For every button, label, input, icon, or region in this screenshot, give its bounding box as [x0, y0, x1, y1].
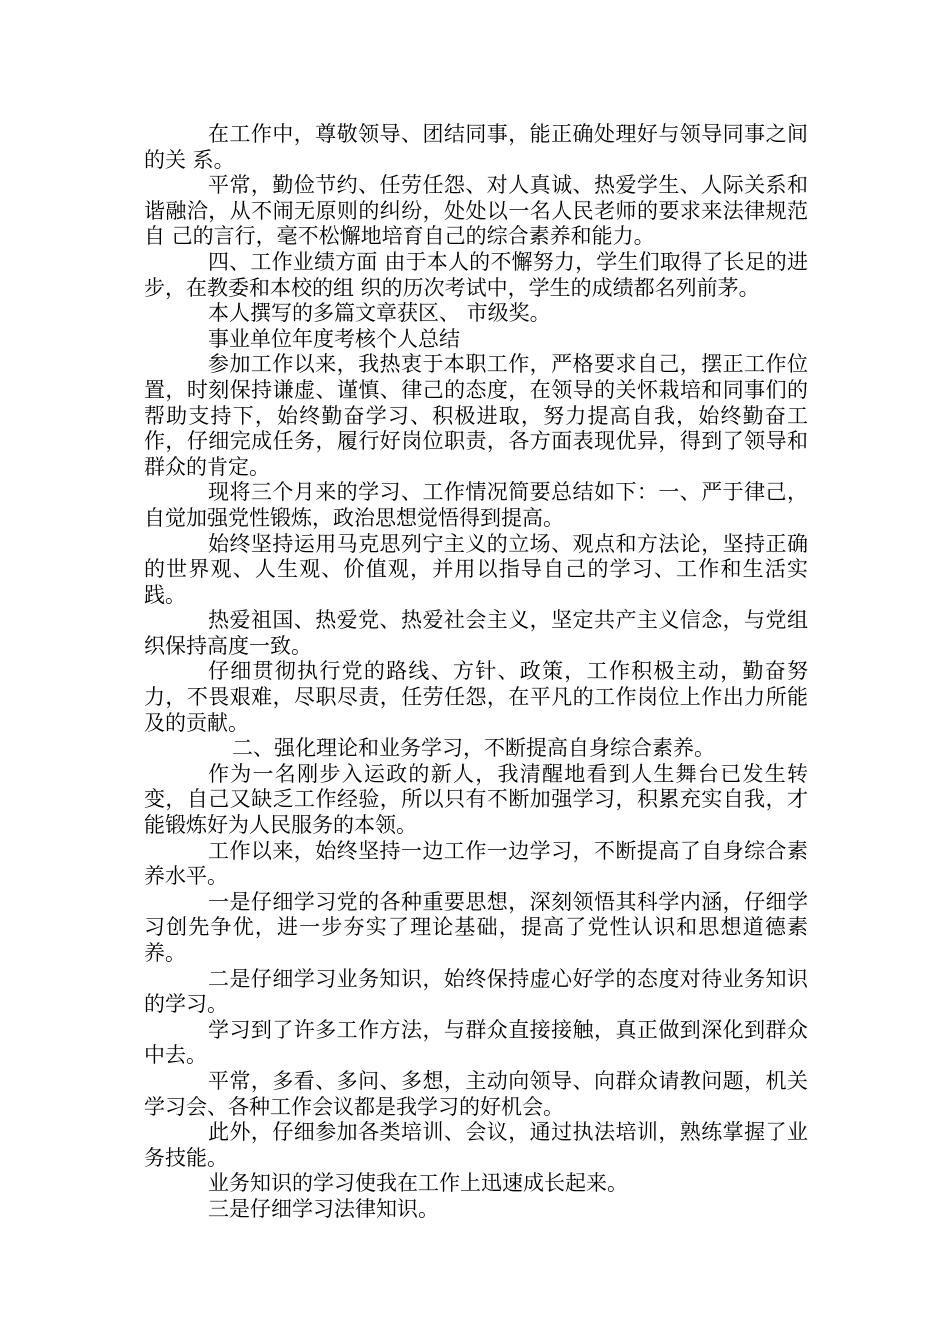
paragraph: 四、工作业绩方面 由于本人的不懈努力，学生们取得了长足的进步，在教委和本校的组 织的历次考试中，学生的成绩都名列前茅。: [144, 249, 808, 300]
paragraph: 作为一名刚步入运政的新人，我清醒地看到人生舞台已发生转变，自己又缺乏工作经验，所以只有不断加强学习，积累充实自我，才能锻炼好为人民服务的本领。: [144, 761, 808, 838]
paragraph: 仔细贯彻执行党的路线、方针、政策，工作积极主动，勤奋努力，不畏艰难，尽职尽责，任劳任怨，在平凡的工作岗位上作出力所能及的贡献。: [144, 659, 808, 735]
paragraph: 业务知识的学习使我在工作上迅速成长起来。: [208, 1171, 628, 1196]
document-body: [144, 122, 808, 1223]
paragraph: 热爱祖国、热爱党、热爱社会主义，坚定共产主义信念，与党组织保持高度一致。: [144, 608, 808, 658]
paragraph: 学习到了许多工作方法，与群众直接接触，真正做到深化到群众中去。: [144, 1017, 808, 1068]
paragraph: 在工作中，尊敬领导、团结同事，能正确处理好与领导同事之间的关 系。: [144, 122, 808, 172]
paragraph: 二是仔细学习业务知识，始终保持虚心好学的态度对待业务知识的学习。: [144, 966, 808, 1017]
paragraph: 平常，多看、多问、多想，主动向领导、向群众请教问题，机关学习会、各种工作会议都是我学习的好机会。: [144, 1068, 808, 1119]
paragraph: 此外，仔细参加各类培训、会议，通过执法培训，熟练掌握了业务技能。: [144, 1120, 808, 1170]
paragraph: 参加工作以来，我热衷于本职工作，严格要求自己，摆正工作位置，时刻保持谦虚、谨慎、律己的态度，在领导的关怀栽培和同事们的帮助支持下，始终勤奋学习、积极进取，努力提高自我，始终勤奋工作，仔细完成任务，履行好岗位职责，各方面表现优异，得到了领导和群众的肯定。: [144, 352, 808, 479]
paragraph: 现将三个月来的学习、工作情况简要总结如下：一、严于律己，自觉加强党性锻炼，政治思想觉悟得到提高。: [144, 480, 808, 530]
paragraph: 平常，勤俭节约、任劳任怨、对人真诚、热爱学生、人际关系和 谐融洽，从不闹无原则的纠纷，处处以一名人民老师的要求来法律规范自 己的言行，毫不松懈地培育自己的综合素养和能力。: [144, 173, 808, 249]
section-heading: 二、强化理论和业务学习，不断提高自身综合素养。: [232, 736, 715, 761]
paragraph: 三是仔细学习法律知识。: [208, 1196, 439, 1221]
section-heading: 事业单位年度考核个人总结: [208, 326, 460, 351]
paragraph: 一是仔细学习党的各种重要思想，深刻领悟其科学内涵，仔细学习创先争优，进一步夯实了理论基础，提高了党性认识和思想道德素养。: [144, 889, 808, 965]
paragraph: 本人撰写的多篇文章获区、 市级奖。: [208, 301, 551, 326]
paragraph: 始终坚持运用马克思列宁主义的立场、观点和方法论，坚持正确的世界观、人生观、价值观，并用以指导自己的学习、工作和生活实践。: [144, 531, 808, 607]
paragraph: 工作以来，始终坚持一边工作一边学习，不断提高了自身综合素养水平。: [144, 838, 808, 889]
